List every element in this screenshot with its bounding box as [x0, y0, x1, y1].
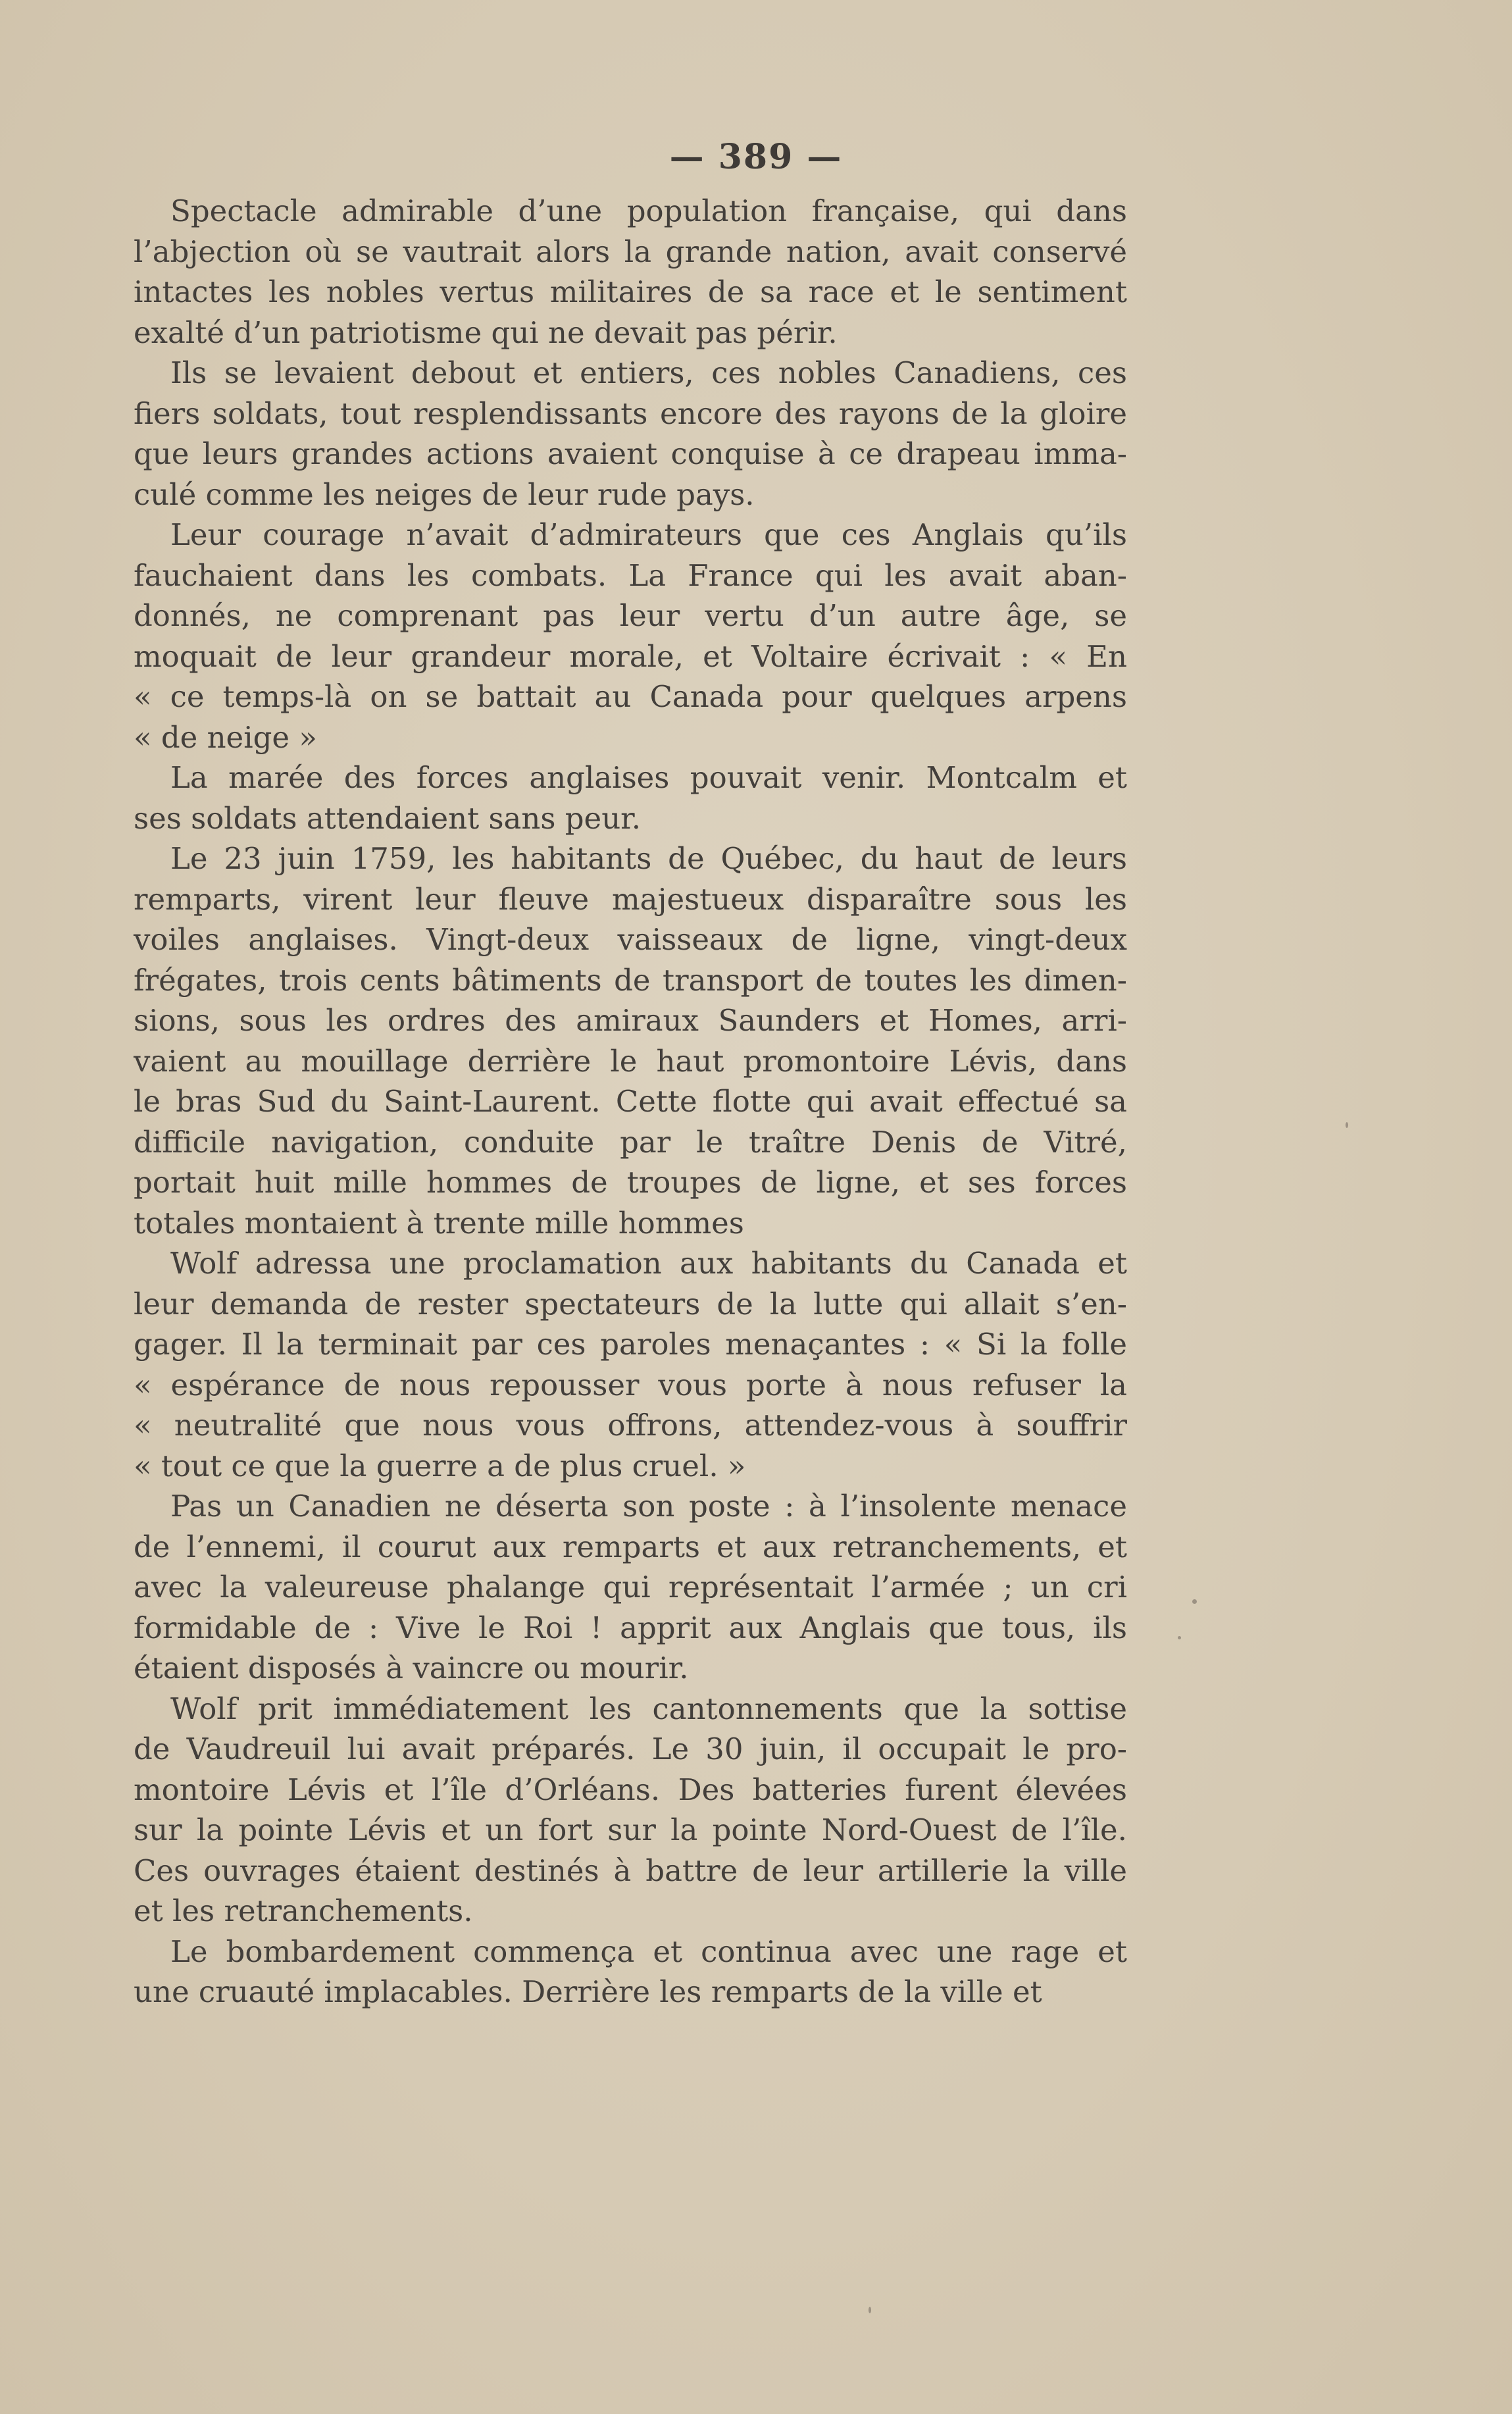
text-line: Wolf prit immédiatement les cantonnements que la sottise	[170, 1691, 1127, 1726]
paper-speck	[869, 2307, 871, 2313]
text-line: « neutralité que nous vous offrons, attendez-vous à souffrir	[134, 1408, 1127, 1443]
text-line: donnés, ne comprenant pas leur vertu d’un autre âge, se	[134, 598, 1127, 633]
text-line: totales montaient à trente mille hommes	[134, 1205, 744, 1241]
text-line: Ils se levaient debout et entiers, ces nobles Canadiens, ces	[170, 355, 1127, 390]
text-line: Pas un Canadien ne déserta son poste : à l’insolente menace	[170, 1489, 1127, 1524]
paragraph	[134, 1486, 1127, 1689]
text-line: fiers soldats, tout resplendissants encore des rayons de la gloire	[134, 396, 1127, 431]
text-line: que leurs grandes actions avaient conquise à ce drapeau imma-	[134, 436, 1127, 471]
paragraph	[134, 515, 1127, 758]
text-line: « ce temps-là on se battait au Canada pour quelques arpens	[134, 679, 1127, 714]
paper-speck	[1178, 1636, 1181, 1639]
text-line: « espérance de nous repousser vous porte à nous refuser la	[134, 1367, 1127, 1402]
text-line: l’abjection où se vautrait alors la grande nation, avait conservé	[134, 234, 1127, 269]
body-text	[134, 191, 1127, 2013]
text-line: difficile navigation, conduite par le traître Denis de Vitré,	[134, 1124, 1127, 1160]
text-line: le bras Sud du Saint-Laurent. Cette flotte qui avait effectué sa	[134, 1084, 1127, 1119]
text-line: Wolf adressa une proclamation aux habitants du Canada et	[170, 1246, 1127, 1281]
text-line: leur demanda de rester spectateurs de la lutte qui allait s’en-	[134, 1286, 1127, 1322]
text-line: Leur courage n’avait d’admirateurs que ces Anglais qu’ils	[170, 517, 1127, 552]
paper-speck	[1192, 1599, 1197, 1604]
text-line: une cruauté implacables. Derrière les remparts de la ville et	[134, 1974, 1042, 2009]
text-line: Spectacle admirable d’une population française, qui dans	[170, 193, 1127, 228]
text-line: exalté d’un patriotisme qui ne devait pas périr.	[134, 315, 838, 350]
paragraph	[134, 838, 1127, 1243]
paragraph	[134, 1689, 1127, 1932]
text-line: montoire Lévis et l’île d’Orléans. Des batteries furent élevées	[134, 1772, 1127, 1807]
text-line: Le 23 juin 1759, les habitants de Québec, du haut de leurs	[170, 841, 1127, 876]
text-line: frégates, trois cents bâtiments de transport de toutes les dimen-	[134, 962, 1127, 998]
text-line: avec la valeureuse phalange qui représentait l’armée ; un cri	[134, 1570, 1127, 1605]
text-line: vaient au mouillage derrière le haut promontoire Lévis, dans	[134, 1043, 1127, 1079]
text-line: Ces ouvrages étaient destinés à battre de leur artillerie la ville	[134, 1853, 1127, 1888]
text-line: sur la pointe Lévis et un fort sur la pointe Nord-Ouest de l’île.	[134, 1812, 1127, 1847]
text-line: et les retranchements.	[134, 1893, 473, 1928]
text-line: « de neige »	[134, 719, 317, 755]
text-line: de Vaudreuil lui avait préparés. Le 30 juin, il occupait le pro-	[134, 1732, 1127, 1766]
text-line: culé comme les neiges de leur rude pays.	[134, 476, 755, 512]
paper-speck	[1346, 1122, 1348, 1128]
text-line: voiles anglaises. Vingt-deux vaisseaux de ligne, vingt-deux	[134, 922, 1127, 957]
text-line: ses soldats attendaient sans peur.	[134, 800, 642, 836]
text-line: moquait de leur grandeur morale, et Voltaire écrivait : « En	[134, 638, 1127, 674]
paragraph	[134, 758, 1127, 838]
paragraph	[134, 353, 1127, 515]
text-line: La marée des forces anglaises pouvait venir. Montcalm et	[170, 760, 1127, 795]
text-line: gager. Il la terminait par ces paroles menaçantes : « Si la folle	[134, 1327, 1127, 1362]
text-line: formidable de : Vive le Roi ! apprit aux Anglais que tous, ils	[134, 1610, 1127, 1645]
text-line: « tout ce que la guerre a de plus cruel. »	[134, 1448, 746, 1483]
text-line: portait huit mille hommes de troupes de ligne, et ses forces	[134, 1165, 1127, 1200]
paragraph	[134, 191, 1127, 353]
text-line: de l’ennemi, il courut aux remparts et aux retranchements, et	[134, 1529, 1127, 1564]
text-line: étaient disposés à vaincre ou mourir.	[134, 1651, 689, 1685]
page-number: — 389 —	[669, 137, 843, 177]
text-line: Le bombardement commença et continua avec une rage et	[170, 1934, 1127, 1969]
text-line: intactes les nobles vertus militaires de sa race et le sentiment	[134, 274, 1127, 309]
text-line: sions, sous les ordres des amiraux Saunders et Homes, arri-	[134, 1003, 1127, 1038]
paragraph	[134, 1932, 1127, 2013]
text-line: fauchaient dans les combats. La France qui les avait aban-	[134, 557, 1127, 593]
paragraph	[134, 1243, 1127, 1486]
text-line: remparts, virent leur fleuve majestueux disparaître sous les	[134, 881, 1127, 917]
